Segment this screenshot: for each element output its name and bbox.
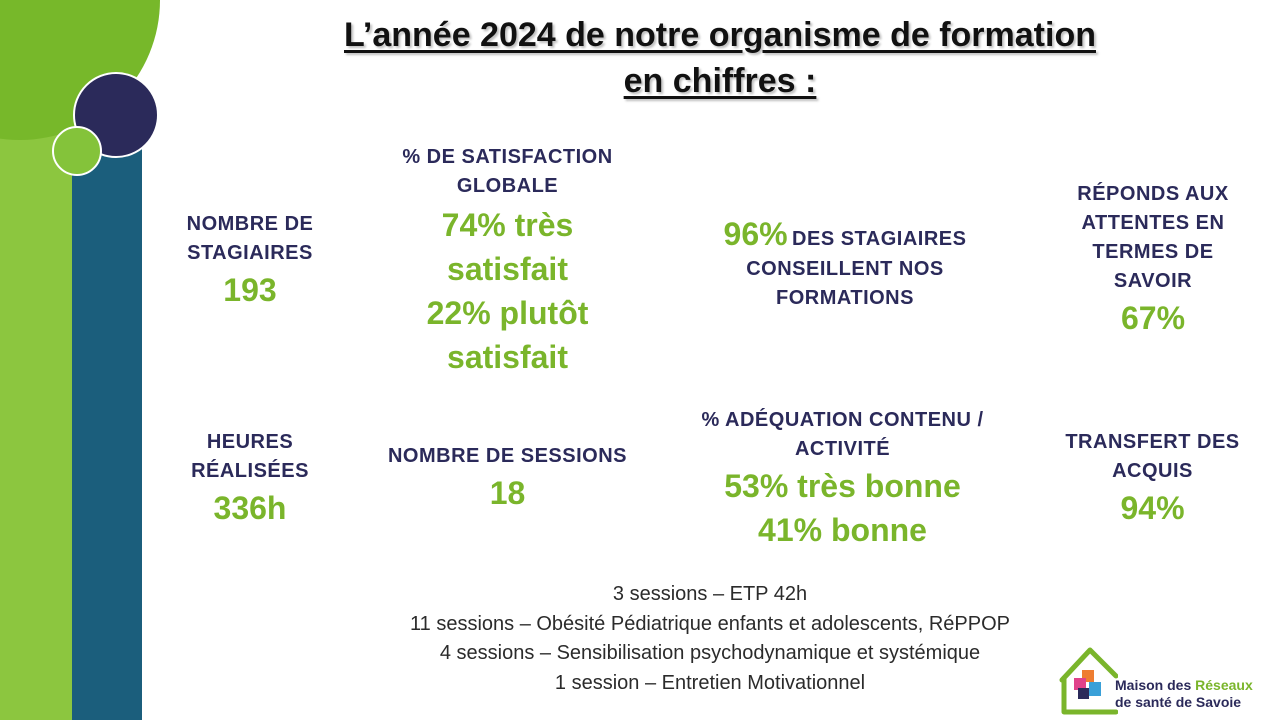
stat-adequation-label: % ADÉQUATION CONTENU / ACTIVITÉ [701,409,984,460]
logo-maison-des-reseaux [1058,642,1273,716]
stat-adequation [665,406,1020,552]
page-title-line1: L’année 2024 de notre organisme de formation [344,16,1096,54]
stat-heures-value: 336h [213,490,287,526]
stat-conseillent-label-part1: DES STAGIAIRES [792,228,967,250]
logo-text-line1b: Réseaux [1195,677,1253,693]
stat-stagiaires-label: NOMBRE DE STAGIAIRES [186,213,314,264]
stat-adequation-value-1: 53% très bonne [724,468,961,504]
stat-conseillent-value: 96% [723,216,788,252]
stat-attentes-value: 67% [1120,300,1186,336]
stat-attentes-label: RÉPONDS AUX ATTENTES EN TERMES DE SAVOIR [1077,183,1229,292]
stat-sessions-value: 18 [489,475,526,511]
logo-text [1115,677,1253,711]
stat-stagiaires-value: 193 [223,272,277,308]
page-title-line2: en chiffres : [623,62,817,100]
session-detail-item: 3 sessions – ETP 42h [612,583,808,605]
logo-text-line1a: Maison des [1115,677,1192,693]
session-detail-item: 1 session – Entretien Motivationnel [554,671,866,694]
stat-satisfaction-label: % DE SATISFACTION GLOBALE [402,146,613,197]
stat-transfert-value: 94% [1120,490,1185,526]
stat-heures-label: HEURES RÉALISÉES [191,431,309,482]
stat-transfert [1050,428,1255,530]
stat-satisfaction-value-1: 74% très satisfait [441,207,574,287]
stat-conseillent-label-part2: CONSEILLENT NOS FORMATIONS [746,258,944,309]
page-title [230,12,1210,104]
decorative-green-circle-small [52,126,102,176]
stat-sessions-label: NOMBRE DE SESSIONS [387,445,628,467]
stat-satisfaction-value-2: 22% plutôt satisfait [426,295,589,375]
stat-heures [160,428,340,530]
session-detail-item: 11 sessions – Obésité Pédiatrique enfants et adolescents, RéPPOP [410,612,1010,635]
stat-adequation-value-2: 41% bonne [758,512,927,548]
logo-text-line2: de santé de Savoie [1115,694,1242,710]
stat-attentes [1058,180,1248,340]
stat-stagiaires [160,210,340,312]
stat-conseillent [690,212,1000,313]
session-detail-item: 4 sessions – Sensibilisation psychodynamique et systémique [439,642,981,664]
stat-transfert-label: TRANSFERT DES ACQUIS [1065,431,1240,482]
stat-sessions [360,442,655,515]
house-icon [1058,642,1118,716]
left-blue-band [72,130,142,720]
stat-satisfaction [380,143,635,379]
session-details-list [300,580,1120,698]
